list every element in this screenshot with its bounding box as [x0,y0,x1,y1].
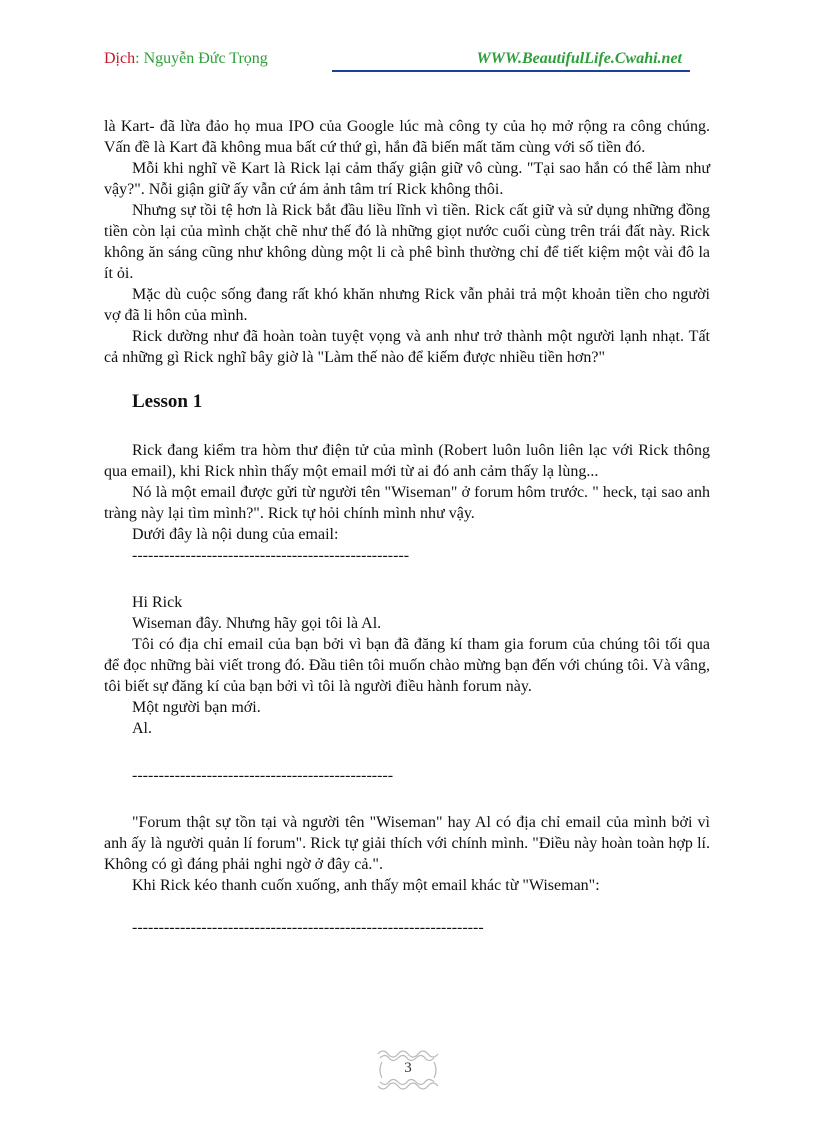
spacer [104,566,710,592]
page-number: 3 [404,1060,412,1076]
paragraph-8: Dưới đây là nội dung của email: [132,526,339,543]
paragraph-6: Rick đang kiểm tra hòm thư điện tử của mình (Robert luôn luôn liên lạc với Rick thông qua email), khi Rick nhìn thấy một email mới từ ai đó anh cảm thấy lạ lùng... [104,442,710,480]
email-line-2: Wiseman đây. Nhưng hãy gọi tôi là Al. [132,615,382,632]
page-header [104,48,690,72]
page-footer [372,1040,444,1100]
page-body [104,116,710,938]
translator-name: Nguyễn Đức Trọng [143,50,268,67]
paragraph-10: Khi Rick kéo thanh cuốn xuống, anh thấy một email khác từ "Wiseman": [132,877,600,894]
email-signature: Al. [132,720,152,737]
paragraph-5: Rick dường như đã hoàn toàn tuyệt vọng và anh như trở thành một người lạnh nhạt. Tất cả những gì Rick nghĩ bây giờ là "Làm thế nào để kiếm được nhiều tiền hơn?" [104,328,710,366]
paragraph-4: Mặc dù cuộc sống đang rất khó khăn nhưng Rick vẫn phải trả một khoản tiền cho người vợ đã li hôn của mình. [104,286,710,324]
spacer [104,786,710,812]
spacer [104,739,710,765]
translator-credit [104,48,268,70]
translator-colon: : [135,50,144,67]
email-closing: Một người bạn mới. [132,699,261,716]
email-greeting: Hi Rick [132,594,183,611]
separator-2: ------------------------------------------------- [132,767,394,784]
separator-1: ---------------------------------------------------- [132,547,410,564]
separator-3: ------------------------------------------------------------------ [132,919,484,936]
paragraph-3: Nhưng sự tồi tệ hơn là Rick bắt đầu liều lĩnh vì tiền. Rick cất giữ và sử dụng những đồng tiền còn lại của mình chặt chẽ như thế đó là những giọt nước cuối cùng trên trái đất này. Rick không ăn sáng cũng như không dùng một li cà phê bình thường chỉ để tiết kiệm một vài đô la ít ỏi. [104,202,710,282]
paragraph-9: "Forum thật sự tồn tại và người tên "Wiseman" hay Al có địa chỉ email của mình bởi vì anh ấy là người quản lí forum". Rick tự giải thích với chính mình. "Điều này hoàn toàn hợp lí. Không có gì đáng phải nghi ngờ ở đây cả.". [104,814,710,873]
header-rule [332,70,690,72]
paragraph-2: Mỗi khi nghĩ về Kart là Rick lại cảm thấy giận giữ vô cùng. "Tại sao hắn có thể làm như vậy?". Nỗi giận giữ ấy vẫn cứ ám ảnh tâm trí Rick không thôi. [104,160,710,198]
paragraph-1: là Kart- đã lừa đảo họ mua IPO của Google lúc mà công ty của họ mở rộng ra công chúng. Vấn đề là Kart đã không mua bất cứ thứ gì, hắn đã biến mất tăm cùng với số tiền đó. [104,118,710,156]
section-heading: Lesson 1 [132,391,203,412]
website-link[interactable]: WWW.BeautifulLife.Cwahi.net [476,50,682,67]
paragraph-7: Nó là một email được gửi từ người tên "Wiseman" ở forum hôm trước. " heck, tại sao anh tràng này lại tìm mình?". Rick tự hỏi chính mình như vậy. [104,484,710,522]
email-paragraph: Tôi có địa chỉ email của bạn bởi vì bạn đã đăng kí tham gia forum của chúng tôi tối qua để đọc những bài viết trong đó. Đầu tiên tôi muốn chào mừng bạn đến với chúng tôi. Và vâng, tôi biết sự đăng kí của bạn bởi vì tôi là người điều hành forum này. [104,636,710,695]
translator-label: Dịch [104,50,136,67]
spacer [104,896,710,917]
